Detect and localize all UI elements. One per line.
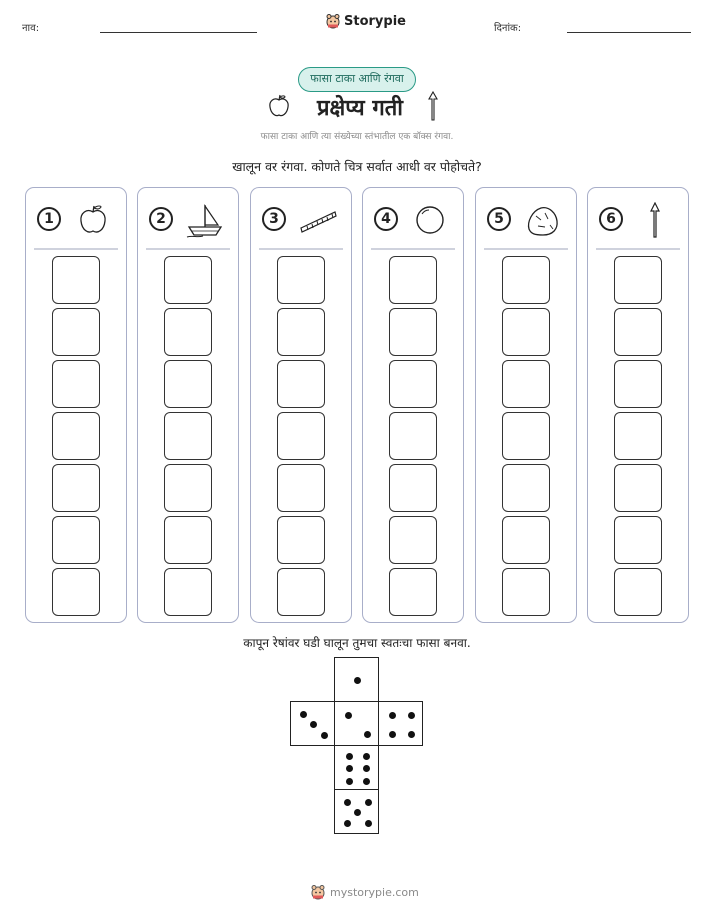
color-box[interactable]: [164, 360, 212, 408]
color-box[interactable]: [502, 568, 550, 616]
column-4: [362, 187, 464, 623]
color-box[interactable]: [52, 360, 100, 408]
color-box[interactable]: [389, 464, 437, 512]
column-divider: [371, 248, 455, 250]
dice-face-3: [290, 701, 335, 746]
color-box[interactable]: [164, 464, 212, 512]
column-header: [138, 202, 238, 238]
dice-pip: [363, 765, 370, 772]
color-box[interactable]: [277, 464, 325, 512]
sailboat-icon: [185, 202, 225, 238]
dice-face-6: [334, 745, 379, 790]
column-number: 3: [262, 207, 286, 231]
dice-pip: [389, 731, 396, 738]
name-label: नाव:: [22, 23, 40, 34]
dice-pip: [344, 799, 351, 806]
color-box[interactable]: [277, 516, 325, 564]
dice-pip: [346, 778, 353, 785]
color-box[interactable]: [614, 516, 662, 564]
color-box[interactable]: [502, 308, 550, 356]
column-divider: [34, 248, 118, 250]
storypie-mascot-icon: [310, 884, 326, 900]
color-box[interactable]: [614, 256, 662, 304]
column-divider: [596, 248, 680, 250]
color-box[interactable]: [164, 516, 212, 564]
color-box[interactable]: [277, 360, 325, 408]
dice-pip: [345, 712, 352, 719]
column-number: 4: [374, 207, 398, 231]
column-number: 1: [37, 207, 61, 231]
dice-pip: [363, 753, 370, 760]
color-box[interactable]: [52, 412, 100, 460]
storypie-mascot-icon: [325, 13, 341, 29]
color-box[interactable]: [52, 516, 100, 564]
column-header: [26, 202, 126, 238]
column-header: [363, 202, 463, 238]
column-number: 5: [487, 207, 511, 231]
dice-pip: [365, 799, 372, 806]
cut-instruction: कापून रेषांवर घडी घालून तुमचा स्वतःचा फासा बनवा.: [243, 636, 471, 650]
ball-icon: [410, 202, 450, 238]
dice-pip: [346, 765, 353, 772]
color-box[interactable]: [389, 256, 437, 304]
color-box[interactable]: [614, 360, 662, 408]
color-box[interactable]: [502, 360, 550, 408]
color-box[interactable]: [502, 412, 550, 460]
dice-face-5: [334, 789, 379, 834]
dice-pip: [354, 809, 361, 816]
date-line[interactable]: [567, 32, 691, 33]
dice-face-4: [378, 701, 423, 746]
apple-icon: [266, 93, 292, 119]
dice-pip: [363, 778, 370, 785]
arrow-icon: [635, 202, 675, 238]
date-label: दिनांक:: [494, 23, 522, 34]
color-box[interactable]: [277, 308, 325, 356]
color-box[interactable]: [502, 464, 550, 512]
column-divider: [146, 248, 230, 250]
arrow-icon: [426, 91, 440, 121]
dice-pip: [408, 712, 415, 719]
dice-pip: [389, 712, 396, 719]
color-box[interactable]: [389, 412, 437, 460]
column-header: [588, 202, 688, 238]
column-2: [137, 187, 239, 623]
column-1: [25, 187, 127, 623]
column-divider: [484, 248, 568, 250]
dice-pip: [364, 731, 371, 738]
subtitle: फासा टाका आणि त्या संख्येच्या स्तंभातील एक बॉक्स रंगवा.: [260, 132, 454, 142]
footer: [310, 884, 419, 900]
dice-pip: [408, 731, 415, 738]
column-divider: [259, 248, 343, 250]
color-box[interactable]: [389, 568, 437, 616]
color-box[interactable]: [389, 360, 437, 408]
column-number: 2: [149, 207, 173, 231]
column-header: [476, 202, 576, 238]
color-box[interactable]: [164, 568, 212, 616]
instruction: खालून वर रंगवा. कोणते चित्र सर्वात आधी वर पोहोचते?: [232, 159, 482, 174]
column-3: [250, 187, 352, 623]
color-box[interactable]: [277, 568, 325, 616]
dice-face-1: [334, 657, 379, 702]
color-box[interactable]: [277, 412, 325, 460]
name-line[interactable]: [100, 32, 257, 33]
color-box[interactable]: [52, 568, 100, 616]
color-box[interactable]: [502, 256, 550, 304]
dice-pip: [300, 711, 307, 718]
brand-logo: [325, 13, 406, 29]
dice-pip: [344, 820, 351, 827]
color-box[interactable]: [614, 412, 662, 460]
color-box[interactable]: [502, 516, 550, 564]
page-title: प्रक्षेप्य गती: [317, 96, 403, 121]
color-box[interactable]: [389, 516, 437, 564]
dice-pip: [365, 820, 372, 827]
column-5: [475, 187, 577, 623]
dice-face-2: [334, 701, 379, 746]
column-6: [587, 187, 689, 623]
color-box[interactable]: [614, 464, 662, 512]
color-box[interactable]: [52, 256, 100, 304]
color-box[interactable]: [164, 412, 212, 460]
dice-pip: [354, 677, 361, 684]
color-box[interactable]: [614, 308, 662, 356]
column-number: 6: [599, 207, 623, 231]
brand-name: Storypie: [344, 13, 406, 29]
color-box[interactable]: [614, 568, 662, 616]
rock-icon: [523, 202, 563, 238]
color-box[interactable]: [389, 308, 437, 356]
footer-url: mystorypie.com: [330, 885, 419, 899]
dice-pip: [346, 753, 353, 760]
color-box[interactable]: [52, 464, 100, 512]
color-box[interactable]: [164, 308, 212, 356]
apple-icon: [73, 202, 113, 238]
dice-pip: [321, 732, 328, 739]
activity-badge: फासा टाका आणि रंगवा: [298, 67, 416, 92]
column-header: [251, 202, 351, 238]
color-box[interactable]: [277, 256, 325, 304]
dice-pip: [310, 721, 317, 728]
color-box[interactable]: [164, 256, 212, 304]
color-box[interactable]: [52, 308, 100, 356]
rope-icon: [298, 202, 338, 238]
